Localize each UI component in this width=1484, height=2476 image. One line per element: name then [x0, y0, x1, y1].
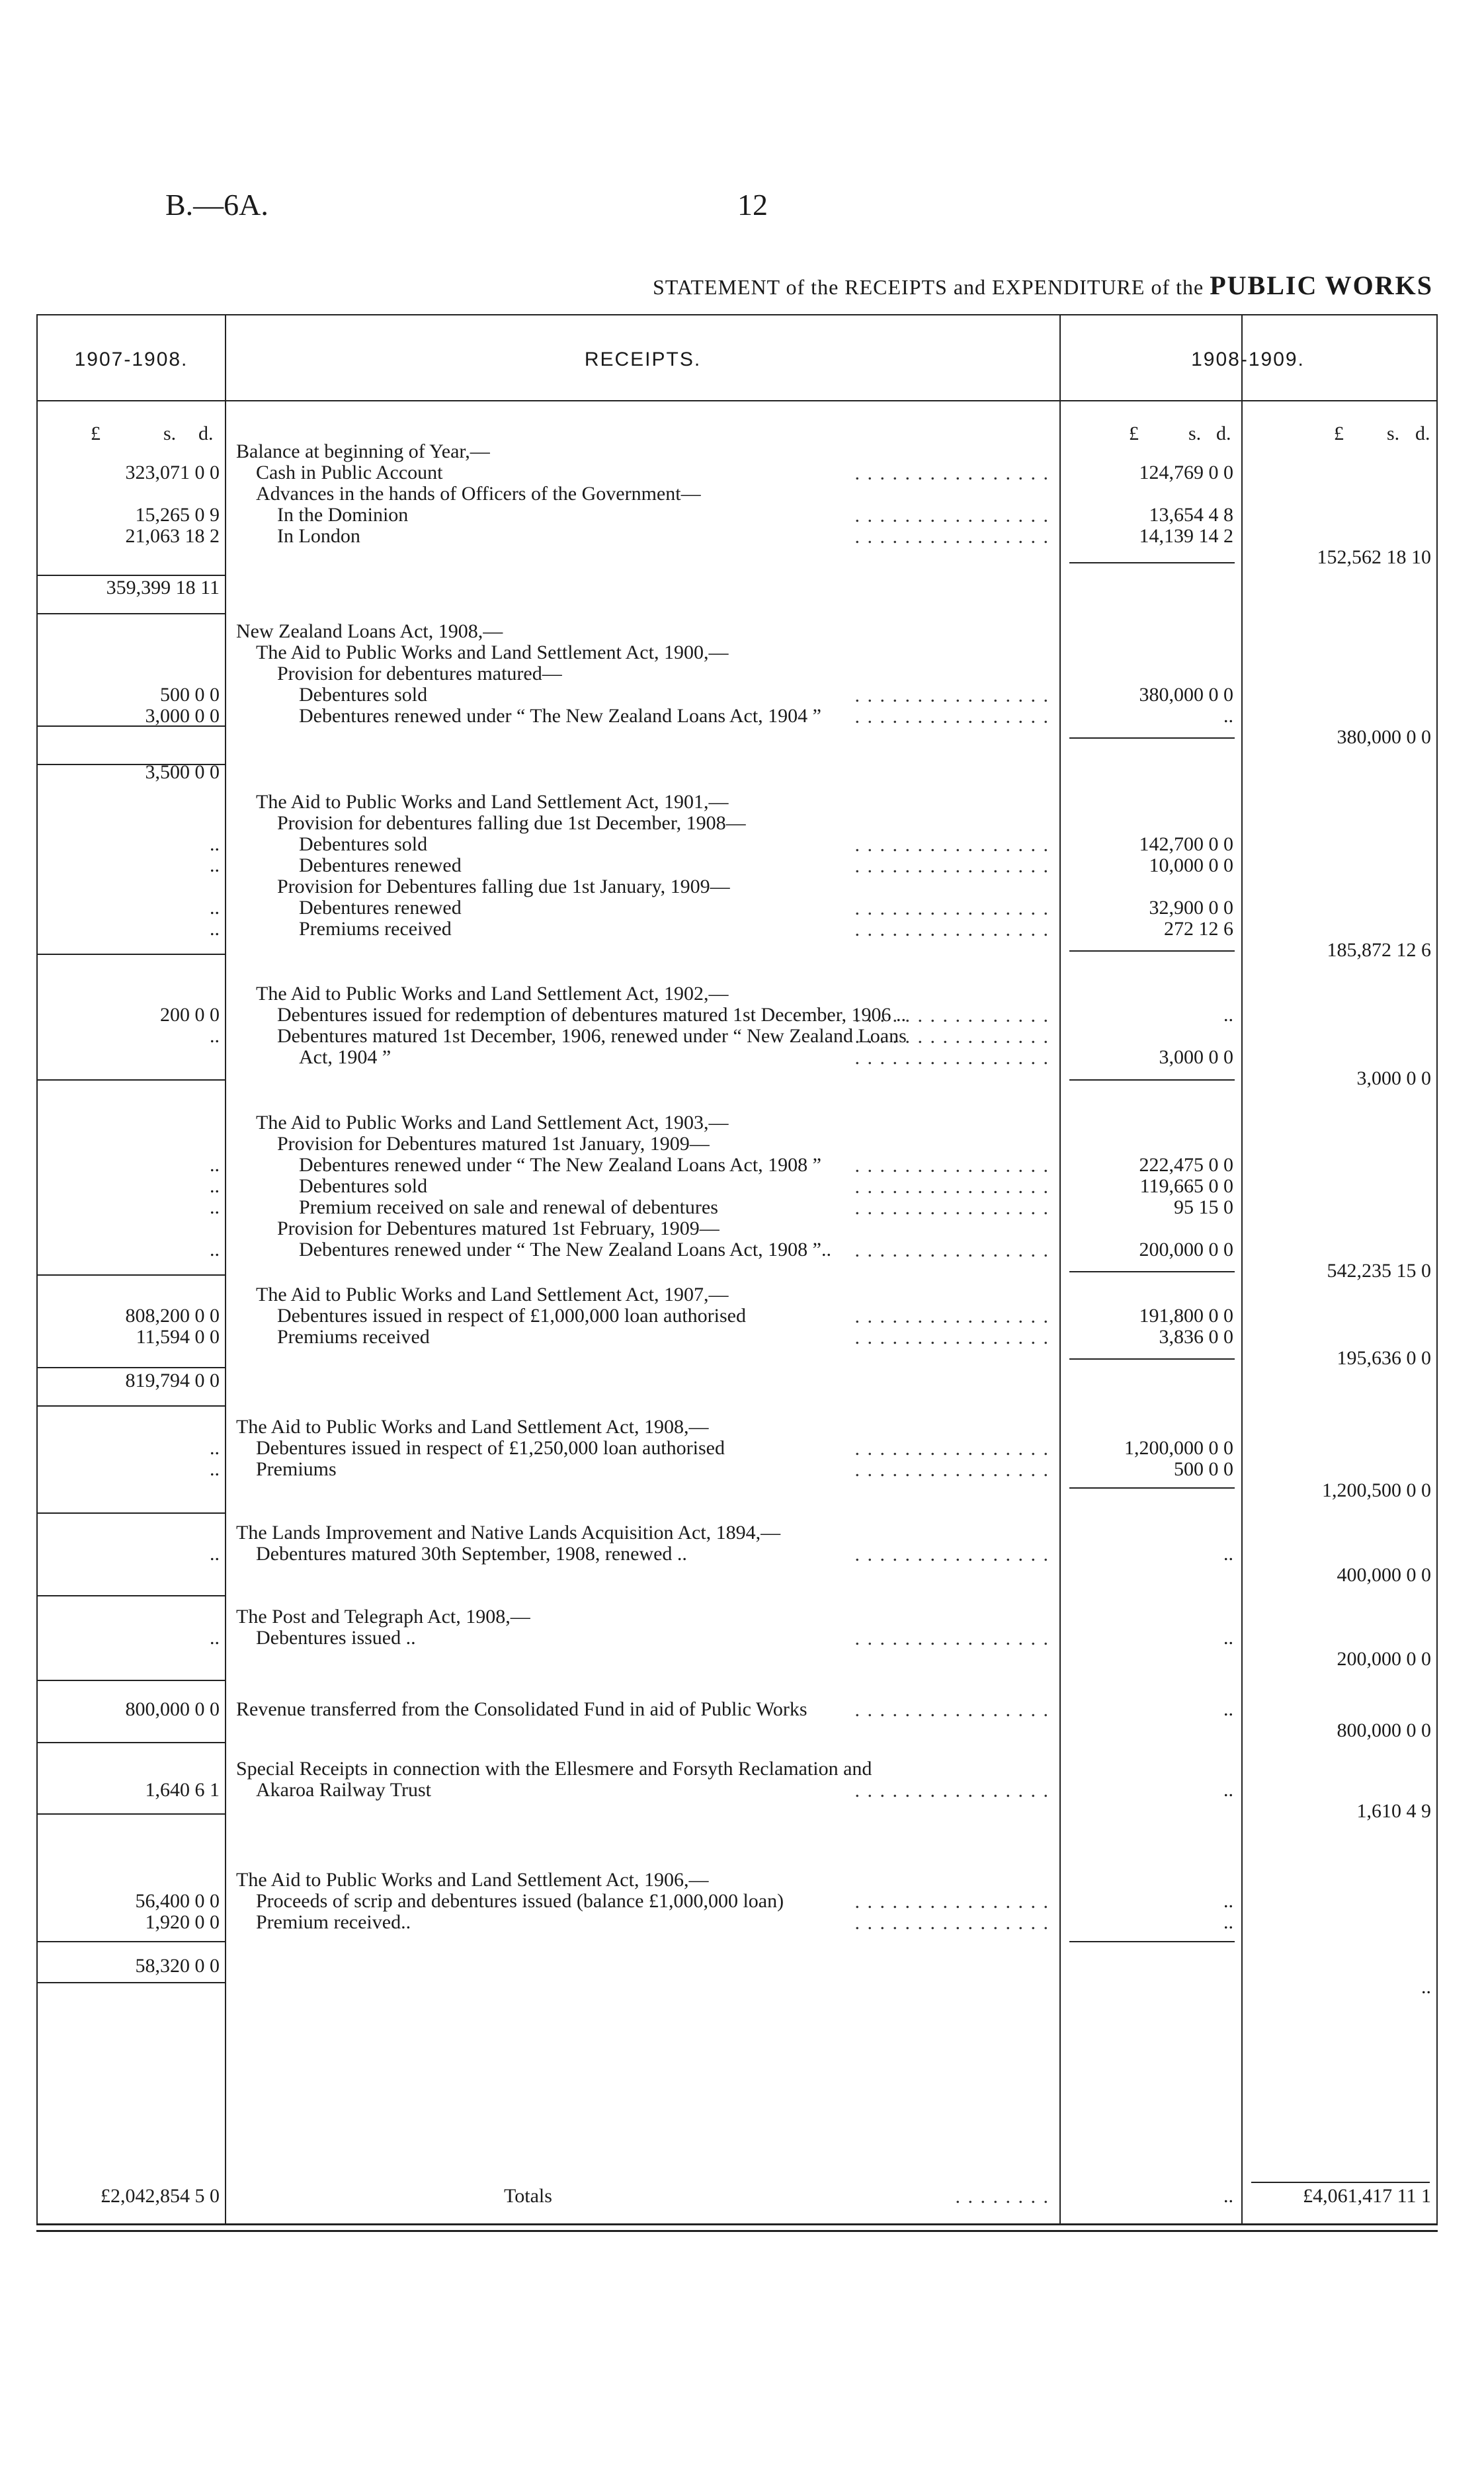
section-rule	[38, 954, 225, 955]
dot-leader: . . . . . . . . . . . . . . . .	[854, 834, 1050, 856]
prev-year-amount: ..	[210, 1543, 220, 1565]
section-rule	[38, 613, 225, 614]
dot-leader: . . . . . . . . . . . . . . . .	[854, 462, 1050, 484]
curr-year-total-amount: 1,610 4 9	[1356, 1800, 1431, 1822]
receipt-line-text: Debentures sold	[299, 833, 428, 855]
curr-year-detail-amount: 380,000 0 0	[1139, 684, 1233, 706]
curr-year-detail-amount: 32,900 0 0	[1149, 897, 1233, 919]
prev-year-amount: 15,265 0 9	[135, 504, 220, 526]
receipt-line-text: Debentures issued in respect of £1,000,000 loan authorised	[277, 1305, 746, 1327]
receipt-line-text: Debentures issued for redemption of debentures matured 1st December, 1906 ..	[277, 1004, 907, 1026]
section-rule	[38, 1982, 225, 1983]
curr-year-detail-amount: ..	[1223, 705, 1233, 727]
receipt-line-text: Debentures sold	[299, 684, 428, 706]
subtotal-rule	[1069, 950, 1235, 952]
prev-year-amount: 359,399 18 11	[106, 577, 220, 598]
subtotal-rule	[1069, 1941, 1235, 1942]
curr-year-detail-amount: 191,800 0 0	[1139, 1305, 1233, 1327]
unit-pound: £	[91, 423, 101, 444]
receipt-line-text: The Lands Improvement and Native Lands Acquisition Act, 1894,—	[236, 1522, 781, 1544]
curr-year-total-amount: 3,000 0 0	[1356, 1067, 1431, 1089]
receipt-line-text: Debentures matured 30th September, 1908, renewed ..	[256, 1543, 687, 1565]
receipt-line-text: The Post and Telegraph Act, 1908,—	[236, 1606, 530, 1628]
receipt-line-text: The Aid to Public Works and Land Settlement Act, 1900,—	[256, 641, 729, 663]
dot-leader: . . . . . . . . . . . . . . . .	[854, 1699, 1050, 1721]
receipt-line-text: Debentures matured 1st December, 1906, renewed under “ New Zealand Loans	[277, 1025, 907, 1047]
unit-shilling: s.	[1387, 423, 1400, 444]
curr-year-detail-amount: 272 12 6	[1164, 918, 1233, 940]
prev-year-amount: ..	[210, 918, 220, 940]
receipts-table	[36, 314, 1438, 2223]
prev-year-amount: 58,320 0 0	[135, 1955, 220, 1977]
section-rule	[38, 1813, 225, 1815]
curr-year-detail-amount: ..	[1223, 1698, 1233, 1720]
curr-year-detail-amount: 3,836 0 0	[1159, 1326, 1233, 1348]
receipt-line-text: Provision for debentures matured—	[277, 663, 562, 684]
curr-year-total-amount: 800,000 0 0	[1337, 1719, 1431, 1741]
curr-year-total-amount: 185,872 12 6	[1327, 939, 1431, 961]
receipt-line-text: Cash in Public Account	[256, 462, 443, 483]
statement-title	[653, 270, 1433, 301]
dot-leader: . . . . . . . . . . . . . . . .	[854, 1026, 1050, 1048]
receipt-line-text: Proceeds of scrip and debentures issued (balance £1,000,000 loan)	[256, 1890, 784, 1912]
totals-label: Totals	[504, 2185, 552, 2207]
prev-year-amount: ..	[210, 1154, 220, 1176]
bottom-rule	[36, 2230, 1438, 2232]
prev-year-grand-total: £2,042,854 5 0	[101, 2185, 220, 2207]
prev-year-amount: ..	[210, 1437, 220, 1459]
prev-year-amount: 1,920 0 0	[145, 1911, 220, 1933]
curr-year-detail-amount: 119,665 0 0	[1139, 1175, 1233, 1197]
section-rule	[38, 1367, 225, 1368]
receipt-line-text: The Aid to Public Works and Land Settlement Act, 1901,—	[256, 791, 729, 813]
dot-leader: . . . . . . . . . . . . . . . .	[854, 1305, 1050, 1327]
receipt-line-text: The Aid to Public Works and Land Settlement Act, 1906,—	[236, 1869, 709, 1891]
curr-year-total-amount: 200,000 0 0	[1337, 1648, 1431, 1670]
receipt-line-text: Balance at beginning of Year,—	[236, 440, 490, 462]
subtotal-rule	[1069, 1487, 1235, 1489]
receipt-line-text: Revenue transferred from the Consolidated Fund in aid of Public Works	[236, 1698, 807, 1720]
dot-leader: . . . . . . . . . . . . . . . .	[854, 1891, 1050, 1913]
curr-year-detail-amount: ..	[1223, 1543, 1233, 1565]
receipt-line-text: Provision for Debentures matured 1st February, 1909—	[277, 1217, 720, 1239]
dot-leader: . . . . . . . . . . . . . . . .	[854, 1780, 1050, 1801]
dot-leader: . . . . . . . . . . . . . . . .	[854, 897, 1050, 919]
prev-year-heading: 1907-1908.	[74, 349, 188, 370]
receipt-line-text: Premiums received	[299, 918, 452, 940]
receipt-line-text: Provision for Debentures falling due 1st January, 1909—	[277, 876, 730, 897]
section-rule	[38, 1595, 225, 1596]
prev-year-amount: 11,594 0 0	[136, 1326, 220, 1348]
unit-shilling: s.	[163, 423, 177, 444]
header-rule	[38, 400, 1436, 401]
curr-year-total-amount: 542,235 15 0	[1327, 1260, 1431, 1282]
prev-year-amount: ..	[210, 1175, 220, 1197]
prev-year-amount: 3,000 0 0	[145, 705, 220, 727]
section-rule	[38, 575, 225, 576]
section-rule	[38, 1079, 225, 1081]
unit-pence: d.	[1415, 423, 1430, 444]
receipt-line-text: Act, 1904 ”	[299, 1046, 392, 1068]
curr-year-detail-amount: 14,139 14 2	[1139, 525, 1233, 547]
section-rule	[38, 1274, 225, 1276]
column-divider	[225, 315, 226, 2223]
subtotal-rule	[1069, 1271, 1235, 1272]
curr-year-detail-amount: ..	[1223, 1890, 1233, 1912]
section-rule	[38, 1680, 225, 1681]
curr-year-detail-amount: 3,000 0 0	[1159, 1046, 1233, 1068]
receipt-line-text: Provision for debentures falling due 1st December, 1908—	[277, 812, 746, 834]
receipt-line-text: Special Receipts in connection with the Ellesmere and Forsyth Reclamation and	[236, 1758, 872, 1780]
receipt-line-text: Advances in the hands of Officers of the Government—	[256, 483, 701, 505]
dot-leader: . . . . . . . .	[955, 2186, 1050, 2208]
unit-pence: d.	[1216, 423, 1231, 444]
receipt-line-text: Debentures sold	[299, 1175, 428, 1197]
dot-leader: . . . . . . . . . . . . . . . .	[854, 684, 1050, 706]
curr-year-detail-amount: ..	[1223, 1004, 1233, 1026]
receipt-line-text: Debentures renewed under “ The New Zealand Loans Act, 1904 ”	[299, 705, 821, 727]
total-rule	[1251, 2182, 1430, 2183]
bottom-rule	[36, 2223, 1438, 2225]
prev-year-amount: 3,500 0 0	[145, 761, 220, 783]
section-rule	[38, 1512, 225, 1514]
receipt-line-text: Debentures renewed under “ The New Zealand Loans Act, 1908 ”..	[299, 1239, 831, 1260]
dot-leader: . . . . . . . . . . . . . . . .	[854, 1628, 1050, 1649]
subtotal-rule	[1069, 1358, 1235, 1360]
prev-year-amount: ..	[210, 1025, 220, 1047]
curr-year-detail-amount: 222,475 0 0	[1139, 1154, 1233, 1176]
prev-year-amount: 323,071 0 0	[125, 462, 220, 483]
receipt-line-text: Provision for Debentures matured 1st January, 1909—	[277, 1133, 710, 1155]
statement-title-lead: STATEMENT of the RECEIPTS and EXPENDITURE of the	[653, 275, 1204, 299]
prev-year-amount: 56,400 0 0	[135, 1890, 220, 1912]
curr-year-detail-amount: 13,654 4 8	[1149, 504, 1233, 526]
receipt-line-text: Debentures issued in respect of £1,250,000 loan authorised	[256, 1437, 725, 1459]
subtotal-rule	[1069, 1079, 1235, 1081]
prev-year-amount: ..	[210, 1627, 220, 1649]
document-reference: B.—6A.	[165, 188, 268, 222]
curr-year-total-amount: 152,562 18 10	[1317, 546, 1431, 568]
prev-year-amount: 1,640 6 1	[145, 1779, 220, 1801]
curr-year-heading: 1908-1909.	[1191, 349, 1305, 370]
subtotal-rule	[1069, 562, 1235, 563]
prev-year-amount: ..	[210, 1458, 220, 1480]
prev-year-amount: 21,063 18 2	[125, 525, 220, 547]
dot-leader: . . . . . . . . . . . . . . . .	[854, 1912, 1050, 1934]
curr-year-detail-amount: ..	[1223, 1779, 1233, 1801]
receipt-line-text: Debentures issued ..	[256, 1627, 416, 1649]
prev-year-amount: ..	[210, 833, 220, 855]
curr-year-total-amount: 1,200,500 0 0	[1322, 1479, 1431, 1501]
curr-year-total-amount: ..	[1421, 1976, 1431, 1998]
unit-pence: d.	[198, 423, 214, 444]
unit-pound: £	[1129, 423, 1139, 444]
subtotal-rule	[1069, 737, 1235, 739]
unit-shilling: s.	[1188, 423, 1202, 444]
receipt-line-text: In London	[277, 525, 360, 547]
dot-leader: . . . . . . . . . . . . . . . .	[854, 706, 1050, 727]
curr-year-detail-amount: 10,000 0 0	[1149, 854, 1233, 876]
prev-year-amount: 500 0 0	[160, 684, 220, 706]
prev-year-amount: ..	[210, 854, 220, 876]
curr-year-detail-amount: ..	[1223, 1911, 1233, 1933]
curr-year-detail-amount: 500 0 0	[1174, 1458, 1233, 1480]
dot-leader: . . . . . . . . . . . . . . . .	[854, 1005, 1050, 1026]
prev-year-amount: ..	[210, 1239, 220, 1260]
receipt-line-text: The Aid to Public Works and Land Settlement Act, 1908,—	[236, 1416, 709, 1438]
receipt-line-text: The Aid to Public Works and Land Settlement Act, 1903,—	[256, 1112, 729, 1134]
prev-year-amount: ..	[210, 897, 220, 919]
receipt-line-text: Akaroa Railway Trust	[256, 1779, 431, 1801]
dot-leader: . . . . . . . . . . . . . . . .	[854, 1155, 1050, 1176]
prev-year-amount: 808,200 0 0	[125, 1305, 220, 1327]
dot-leader: . . . . . . . . . . . . . . . .	[854, 1047, 1050, 1069]
prev-year-amount: ..	[210, 1196, 220, 1218]
receipt-line-text: In the Dominion	[277, 504, 409, 526]
curr-year-detail-amount: 200,000 0 0	[1139, 1239, 1233, 1260]
curr-year-grand-total: £4,061,417 11 1	[1303, 2185, 1431, 2207]
curr-year-total-amount: 380,000 0 0	[1337, 726, 1431, 748]
receipt-line-text: Premium received..	[256, 1911, 411, 1933]
curr-year-detail-amount: 95 15 0	[1174, 1196, 1233, 1218]
receipt-line-text: Premium received on sale and renewal of debentures	[299, 1196, 718, 1218]
receipt-line-text: Debentures renewed under “ The New Zealand Loans Act, 1908 ”	[299, 1154, 821, 1176]
dot-leader: . . . . . . . . . . . . . . . .	[854, 1176, 1050, 1198]
curr-year-detail-amount: ..	[1223, 1627, 1233, 1649]
dot-leader: . . . . . . . . . . . . . . . .	[854, 1327, 1050, 1348]
curr-year-detail-amount: 124,769 0 0	[1139, 462, 1233, 483]
curr-year-detail-amount: 142,700 0 0	[1139, 833, 1233, 855]
receipt-line-text: Premiums received	[277, 1326, 430, 1348]
prev-year-amount: 819,794 0 0	[125, 1370, 220, 1391]
dot-leader: . . . . . . . . . . . . . . . .	[854, 526, 1050, 548]
section-rule	[38, 1941, 225, 1942]
receipt-line-text: Debentures renewed	[299, 854, 462, 876]
curr-year-total-amount: 195,636 0 0	[1337, 1347, 1431, 1369]
column-divider	[1241, 315, 1243, 2223]
column-divider	[1059, 315, 1061, 2223]
statement-title-bold: PUBLIC WORKS	[1210, 270, 1433, 300]
receipt-line-text: New Zealand Loans Act, 1908,—	[236, 620, 503, 642]
dot-leader: . . . . . . . . . . . . . . . .	[854, 1438, 1050, 1460]
prev-year-amount: 200 0 0	[160, 1004, 220, 1026]
dot-leader: . . . . . . . . . . . . . . . .	[854, 919, 1050, 940]
dot-leader: . . . . . . . . . . . . . . . .	[854, 855, 1050, 877]
receipt-line-text: Premiums	[256, 1458, 337, 1480]
dot-leader: . . . . . . . . . . . . . . . .	[854, 1239, 1050, 1261]
curr-year-detail-total: ..	[1223, 2185, 1233, 2207]
curr-year-total-amount: 400,000 0 0	[1337, 1564, 1431, 1586]
dot-leader: . . . . . . . . . . . . . . . .	[854, 1544, 1050, 1565]
prev-year-amount: 800,000 0 0	[125, 1698, 220, 1720]
curr-year-detail-amount: 1,200,000 0 0	[1124, 1437, 1233, 1459]
receipt-line-text: The Aid to Public Works and Land Settlement Act, 1907,—	[256, 1284, 729, 1305]
unit-pound: £	[1334, 423, 1344, 444]
section-rule	[38, 1405, 225, 1407]
section-rule	[38, 1742, 225, 1743]
page-number: 12	[737, 188, 768, 222]
receipt-line-text: Debentures renewed	[299, 897, 462, 919]
dot-leader: . . . . . . . . . . . . . . . .	[854, 505, 1050, 526]
receipt-line-text: The Aid to Public Works and Land Settlement Act, 1902,—	[256, 983, 729, 1005]
dot-leader: . . . . . . . . . . . . . . . .	[854, 1197, 1050, 1219]
receipts-heading: RECEIPTS.	[584, 349, 702, 370]
dot-leader: . . . . . . . . . . . . . . . .	[854, 1459, 1050, 1481]
